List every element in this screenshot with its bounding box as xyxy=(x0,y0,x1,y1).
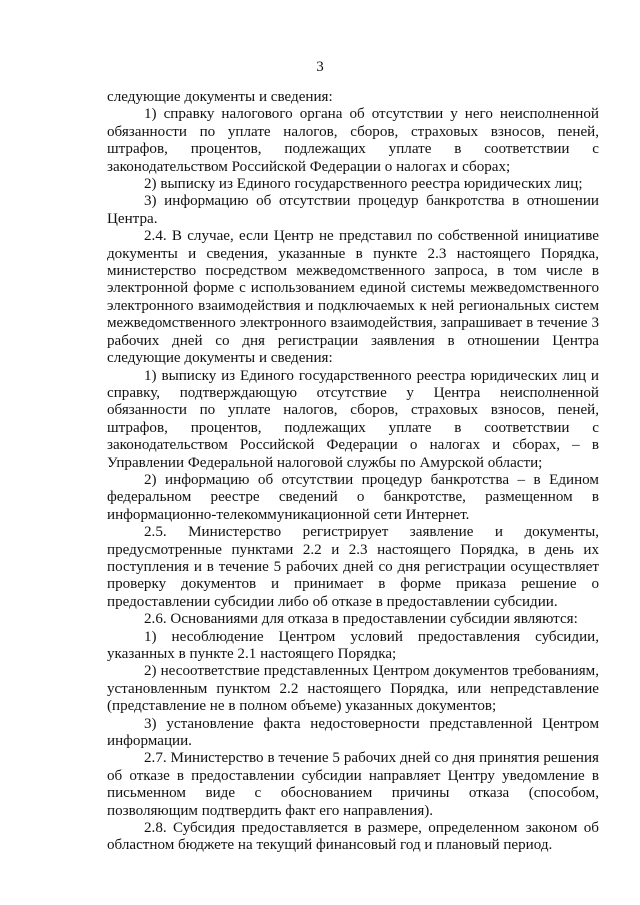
paragraph-2-6-item-2: 2) несоответствие представленных Центром документов требованиям, установленным пунктом 2.2 настоящего Порядка, или непредставление (представление не в полном объеме) указанных документов; xyxy=(107,663,599,715)
paragraph-2-6: 2.6. Основаниями для отказа в предоставлении субсидии являются: xyxy=(144,611,578,628)
paragraph-2-6-item-3: 3) установление факта недостоверности представленной Центром информации. xyxy=(107,715,599,750)
paragraph-2-4-item-2: 2) информацию об отсутствии процедур банкротства – в Едином федеральном реестре сведений о банкротстве, размещенном в информационно-телекоммуникационной сети Интернет. xyxy=(107,471,599,523)
paragraph-item-bankruptcy-info: 3) информацию об отсутствии процедур банкротства в отношении Центра. xyxy=(107,193,599,227)
paragraph-item-registry-extract: 2) выписку из Единого государственного реестра юридических лиц; xyxy=(144,176,583,193)
paragraph-item-tax-certificate: 1) справку налогового органа об отсутствии у него неисполненной обязанности по уплате налогов, сборов, страховых взносов, пеней, штрафов, процентов, подлежащих уплате в соответствии с законодательством Российской Федерации о налогах и сборах; xyxy=(107,106,599,175)
paragraph-continuation: следующие документы и сведения: xyxy=(107,89,333,105)
paragraph-2-5: 2.5. Министерство регистрирует заявление и документы, предусмотренные пунктами 2.2 и 2.3 настоящего Порядка, в день их поступления и в течение 5 рабочих дней со дня регистрации осуществляет проверку документов и принимает в форме приказа решение о предоставлении субсидии либо об отказе в предоставлении субсидии. xyxy=(107,524,599,610)
paragraph-2-4: 2.4. В случае, если Центр не представил по собственной инициативе документы и сведения, указанные в пункте 2.3 настоящего Порядка, министерство посредством межведомственного запроса, в том числе в электронной форме с использованием единой системы межведомственного электронного взаимодействия и подключаемых к ней региональных систем межведомственного электронного взаимодействия, запрашивает в течение 3 рабочих дней со дня регистрации заявления в отношении Центра следующие документы и сведения: xyxy=(107,228,599,367)
page-number: 3 xyxy=(316,59,324,75)
paragraph-2-8: 2.8. Субсидия предоставляется в размере, определенном законом об областном бюджете на текущий финансовый год и плановый период. xyxy=(107,820,599,854)
paragraph-2-6-item-1: 1) несоблюдение Центром условий предоставления субсидии, указанных в пункте 2.1 настоящего Порядка; xyxy=(107,628,599,662)
paragraph-2-7: 2.7. Министерство в течение 5 рабочих дней со дня принятия решения об отказе в предоставлении субсидии направляет Центру уведомление в письменном виде с обоснованием причины отказа (способом, позволяющим подтвердить факт его направления). xyxy=(107,750,599,819)
paragraph-2-4-item-1: 1) выписку из Единого государственного реестра юридических лиц и справку, подтверждающую отсутствие у Центра неисполненной обязанности по уплате налогов, сборов, страховых взносов, пеней, штрафов, процентов, подлежащих уплате в соответствии с законодательством Российской Федерации о налогах и сборах, – в Управлении Федеральной налоговой службы по Амурской области; xyxy=(107,367,599,471)
document-body xyxy=(107,89,599,855)
